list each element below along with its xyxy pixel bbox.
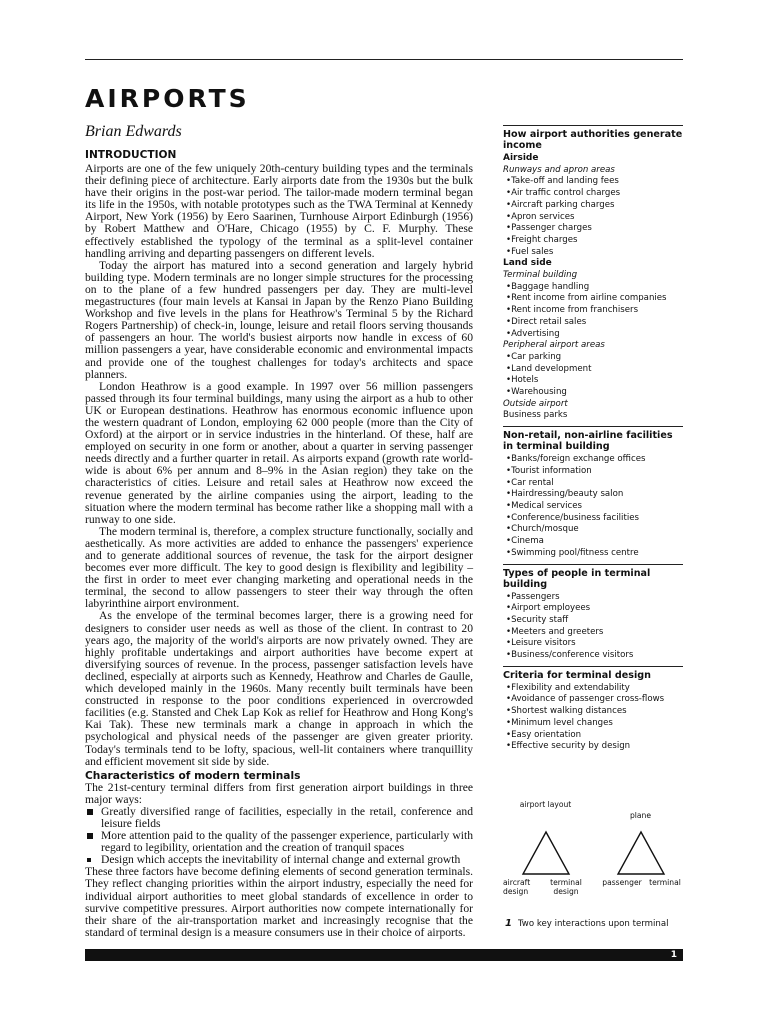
list-item: • Easy orientation [503,730,683,742]
label-terminal-design: terminal design [550,878,582,896]
list-item-text: Greatly diversified range of facilities, especially in the retail, conference and leisure fields [101,804,473,830]
list-item: • Fuel sales [503,247,683,259]
author-name: Brian Edwards [85,123,182,140]
outside-subheading: Outside airport [503,398,568,409]
square-bullet-icon [87,858,91,862]
label-airport-layout: airport layout [519,800,572,809]
paragraph: Today the airport has matured into a second generation and largely hybrid building type. Modern terminals are no longer simple structures for the processing on to the plane of a few hundred passengers per day. They are multi-level megastructures (four main levels at Kansai in Japan by the Renzo Piano Building Workshop and five levels in the plans for Heathrow's Terminal 5 by the Richard Rogers Partnership) of check-in, lounge, leisure and retail floors serving thousands of passengers an hour. The world's busiest airports now handle in excess of 60 million passengers a year, have considerable economic and environmental impacts and provide one of the toughest challenges for today's architects and space planners. [85,258,473,381]
paragraph: London Heathrow is a good example. In 1997 over 56 million passengers passed through its four terminal buildings, many using the airport as a hub to other UK or European destinations. Heathrow has enormous economic influence upon the western quadrant of London, employing 62 000 people (more than the City of Oxford) at the airport or in service industries in the hinterland. Of these, half are employed on security in one form or another, about a quarter in serving passenger needs directly and a further quarter in retail. As airports expand (growth rate world-wide is about 6% per annum and 8–9% in the Asian region) they take on the characteristics of cities. Leisure and retail sales at Heathrow now exceed the revenue generated by the airline companies using the airport, leading to the situation where the modern terminal has become rather like a shopping mall with a runway to one side. [85,379,473,526]
people-list [503,592,683,662]
list-item: • Hotels [503,375,683,387]
list-item: • Conference/business facilities [503,513,683,525]
list-item-text: Design which accepts the inevitability of internal change and external growth [101,853,461,867]
runway-list [503,176,683,258]
label-terminal: terminal [649,878,681,887]
list-item: • Rent income from franchisers [503,305,683,317]
list-item: • Swimming pool/fitness centre [503,548,683,560]
list-item: • Freight charges [503,235,683,247]
list-item: • Rent income from airline companies [503,293,683,305]
top-rule [85,59,683,60]
list-item: • Car rental [503,478,683,490]
list-item: • Tourist information [503,466,683,478]
interaction-diagram [503,800,683,910]
runways-subheading: Runways and apron areas [503,164,615,175]
characteristics-intro: The 21st-century terminal differs from first generation airport buildings in three major ways: [85,780,473,806]
list-item: • Business/conference visitors [503,650,683,662]
page-number: 1 [670,950,677,960]
list-item: • Baggage handling [503,282,683,294]
list-item: • Flexibility and extendability [503,683,683,695]
list-item: • Direct retail sales [503,317,683,329]
list-item: • Effective security by design [503,741,683,753]
list-item: • Cinema [503,536,683,548]
revenue-heading: How airport authorities generate income [503,129,683,151]
criteria-heading: Criteria for terminal design [503,669,651,681]
list-item [85,806,473,830]
list-item: • Banks/foreign exchange offices [503,454,683,466]
criteria-box [503,666,683,753]
business-parks: Business parks [503,410,568,421]
terminal-subheading: Terminal building [503,270,578,281]
facilities-heading: Non-retail, non-airline facilities in terminal building [503,430,673,453]
list-item [85,854,473,866]
article-title: AIRPORTS [85,84,250,113]
list-item: • Passenger charges [503,223,683,235]
revenue-box [503,125,683,422]
footer-bar [85,949,683,961]
caption-number: 1 [505,918,512,929]
list-item: • Take-off and landing fees [503,176,683,188]
list-item: • Medical services [503,501,683,513]
intro-heading: INTRODUCTION [85,149,177,161]
list-item: • Aircraft parking charges [503,200,683,212]
list-item: • Meeters and greeters [503,627,683,639]
triangles-graphic [503,830,683,876]
list-item: • Security staff [503,615,683,627]
paragraph: As the envelope of the terminal becomes larger, there is a growing need for designers to consider user needs as well as those of the client. In contrast to 20 years ago, the majority of the world's airports are now privately owned. They are highly profitable undertakings and airport authorities have become expert at diversifying sources of revenue. In the process, passenger satisfaction levels have declined, especially at airports such as Kennedy, Heathrow and Charles de Gaulle, which developed mainly in the 1960s. Many recently built terminals have been constructed in response to the poor conditions experienced in overcrowded facilities (e.g. Stansted and Chek Lap Kok as relief for Heathrow and Hong Kong's Kai Tak). These new terminals mark a change in approach in which the psychological and physical needs of the passenger are given greater priority. Today's terminals tend to be lofty, spacious, well-lit containers where tranquillity and efficient movement sit side by side. [85,609,473,768]
list-item: • Church/mosque [503,524,683,536]
list-item: • Air traffic control charges [503,188,683,200]
square-bullet-icon [87,833,93,839]
characteristics-list [85,806,473,866]
people-box [503,564,683,662]
list-item: • Minimum level changes [503,718,683,730]
list-item: • Airport employees [503,603,683,615]
list-item: • Passengers [503,592,683,604]
characteristics-heading: Characteristics of modern terminals [85,769,301,782]
facilities-list [503,454,683,559]
list-item: • Warehousing [503,387,683,399]
people-heading: Types of people in terminal building [503,567,651,590]
label-plane: plane [629,811,652,820]
list-item: • Car parking [503,352,683,364]
list-item: • Avoidance of passenger cross-flows [503,694,683,706]
list-item-text: More attention paid to the quality of the passenger experience, particularly with regard to legibility, orientation and the creation of tranquil spaces [101,829,473,855]
criteria-list [503,683,683,753]
facilities-box [503,426,683,559]
list-item: • Leisure visitors [503,638,683,650]
square-bullet-icon [87,809,93,815]
figure-caption [505,918,669,929]
label-aircraft-design: aircraft design [503,878,531,896]
peripheral-list [503,352,683,399]
list-item [85,830,473,854]
list-item: • Advertising [503,329,683,341]
right-triangle [618,832,664,874]
landside-heading: Land side [503,258,552,269]
main-column [85,149,473,939]
sidebar [503,125,683,757]
terminal-list [503,282,683,341]
list-item: • Apron services [503,212,683,224]
peripheral-subheading: Peripheral airport areas [503,340,605,351]
left-triangle [523,832,569,874]
list-item: • Hairdressing/beauty salon [503,489,683,501]
list-item: • Land development [503,364,683,376]
paragraph: Airports are one of the few uniquely 20th-century building types and the terminals their defining piece of architecture. Early airports date from the 1930s but the bulk have their origins in the post-war period. The tailor-made modern terminal began its life in the 1950s, with notable prototypes such as the TWA Terminal at Kennedy Airport, New York (1956) by Eero Saarinen, Turnhouse Airport Edinburgh (1956) by Robert Matthew and O'Hare, Chicago (1955) by C. F. Murphy. These effectively established the typology of the terminal as a split-level container handling arriving and departing passengers on different levels. [85,162,473,260]
airside-heading: Airside [503,153,539,163]
characteristics-outro: These three factors have become defining elements of second generation terminals. They reflect changing priorities within the airport industry, especially the need for individual airport authorities to meet global standards of excellence in order to survive competitive pressures. Airport authorities now compete internationally for their share of the air-transportation market and increasingly recognise that the standard of terminal design is a measure consumers use in their choice of airports. [85,865,473,939]
paragraph: The modern terminal is, therefore, a complex structure functionally, socially and aesthetically. As more activities are added to enhance the passengers' experience and to generate additional sources of revenue, the task for the airport designer becomes ever more difficult. The key to good design is flexibility and legibility – the first in order to meet ever changing marketing and operational needs in the terminal, the second to allow passengers to steer their way through the often labyrinthine airport environment. [85,524,473,611]
caption-text: Two key interactions upon terminal [517,919,669,929]
label-passenger: passenger [602,878,642,887]
list-item: • Shortest walking distances [503,706,683,718]
